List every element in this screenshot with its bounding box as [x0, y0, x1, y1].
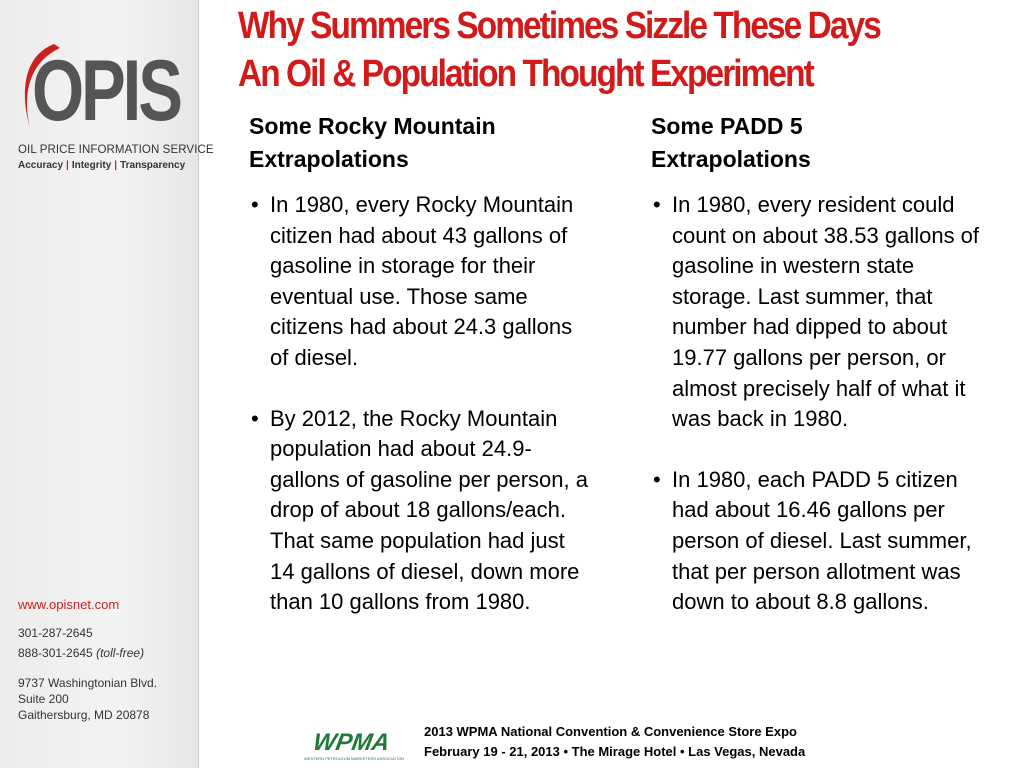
wpma-logo [302, 728, 406, 764]
tollfree-phone [18, 646, 144, 660]
bullet-text: In 1980, each PADD 5 citizen had about 16.46 gallons per person of diesel. Last summer, that per person allotment was down to about 8.8 gallons. [672, 466, 972, 615]
event-footer [424, 722, 805, 762]
tagline-integrity: Integrity [71, 160, 112, 171]
list-item [651, 465, 996, 618]
title-line-1: Why Summers Sometimes Sizzle These Days [238, 5, 880, 47]
tagline-separator: | [66, 160, 69, 171]
bullet-icon: • [653, 466, 661, 492]
bullet-icon: • [251, 405, 259, 431]
address-line-3: Gaithersburg, MD 20878 [18, 708, 150, 722]
bullet-text: In 1980, every resident could count on about 38.53 gallons of gasoline in western state storage. Last summer, that number had dipped to about 19.77 gallons per person, or almost precisely half of what it was back in 1980. [672, 192, 980, 432]
sidebar [0, 0, 214, 768]
bullet-text: In 1980, every Rocky Mountain citizen had about 43 gallons of gasoline in storage for their eventual use. Those same citizens had about 24.3 gallons of diesel. [270, 192, 574, 370]
list-item [249, 190, 594, 374]
title-line-2: An Oil & Population Thought Experiment [238, 53, 813, 95]
bullet-list [651, 190, 996, 618]
slide-title [238, 2, 924, 98]
website-link[interactable]: www.opisnet.com [18, 597, 120, 612]
brand-tagline [18, 160, 185, 171]
tollfree-number: 888-301-2645 [18, 646, 93, 660]
column-heading: Some PADD 5 Extrapolations [651, 113, 811, 172]
list-item [249, 404, 594, 618]
address-line-1: 9737 Washingtonian Blvd. [18, 676, 157, 690]
tollfree-label: (toll-free) [96, 646, 145, 660]
footer-line-1: 2013 WPMA National Convention & Convenience Store Expo [424, 724, 797, 739]
bullet-text: By 2012, the Rocky Mountain population had about 24.9-gallons of gasoline per person, a drop of about 18 gallons/each. That same population had just 14 gallons of diesel, down more than 10 gallons from 1980. [270, 405, 588, 615]
tagline-separator: | [114, 160, 118, 171]
tagline-transparency: Transparency [120, 160, 186, 171]
phone-number: 301-287-2645 [18, 626, 93, 640]
padd5-column [651, 110, 996, 648]
address-line-2: Suite 200 [18, 692, 69, 706]
bullet-icon: • [653, 192, 661, 217]
brand-name: OIL PRICE INFORMATION SERVICE [18, 144, 214, 156]
wpma-wordmark: WPMA [311, 729, 392, 756]
column-heading: Some Rocky Mountain Extrapolations [249, 113, 496, 172]
wpma-subtext: WESTERN PETROLEUM MARKETERS ASSOCIATION [304, 756, 404, 761]
tagline-accuracy: Accuracy [18, 160, 64, 171]
bullet-icon: • [251, 192, 259, 217]
opis-logo [14, 40, 190, 140]
logo-wordmark: OPIS [32, 43, 180, 139]
footer-line-2: February 19 - 21, 2013 • The Mirage Hotel • Las Vegas, Nevada [424, 744, 806, 759]
list-item [651, 190, 996, 435]
bullet-list [249, 190, 594, 618]
rocky-mountain-column [249, 110, 594, 648]
